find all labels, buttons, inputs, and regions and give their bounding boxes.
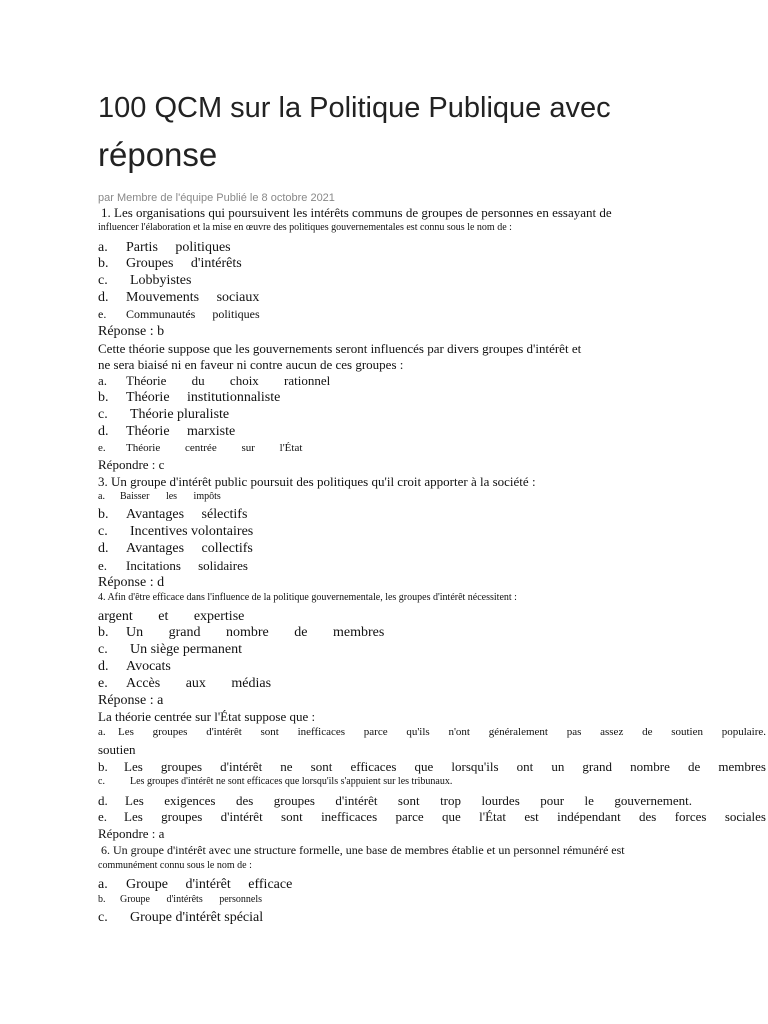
page-title-continued: réponse	[98, 136, 218, 173]
option-letter: c.	[98, 407, 108, 422]
q2-option-d	[98, 424, 235, 440]
option-letter: c.	[98, 524, 108, 539]
option-letter: b.	[98, 390, 109, 405]
option-letter: a.	[98, 373, 108, 388]
page-title: 100 QCM sur la Politique Publique avec	[98, 92, 611, 124]
q1-option-e	[98, 307, 260, 322]
option-text: Un grand nombre de membres	[126, 625, 385, 640]
option-letter: e.	[98, 558, 108, 573]
option-letter: a.	[98, 877, 108, 892]
option-text: Théorie institutionnaliste	[126, 390, 281, 405]
option-text: Les groupes d'intérêt sont inefficaces parce que l'État est indépendant des forces sociales	[124, 809, 766, 824]
q2-answer: Répondre : c	[98, 457, 165, 472]
option-text: Les groupes d'intérêt sont inefficaces parce qu'ils n'ont généralement pas assez de soutien populaire.	[118, 726, 766, 738]
q5-option-a	[98, 726, 766, 738]
option-letter: e.	[98, 307, 107, 321]
option-text: Les groupes d'intérêt ne sont efficaces que lorsqu'ils s'appuient sur les tribunaux.	[130, 776, 453, 787]
q3-option-c	[98, 524, 253, 540]
question-1-text-cont: influencer l'élaboration et la mise en œuvre des politiques gouvernementales est connu sous le nom de :	[98, 222, 512, 233]
question-1-text: 1. Les organisations qui poursuivent les intérêts communs de groupes de personnes en essayant de	[101, 205, 612, 220]
option-text: Les groupes d'intérêt ne sont efficaces que lorsqu'ils ont un grand nombre de membres	[124, 759, 766, 774]
q5-answer: Répondre : a	[98, 826, 165, 841]
option-letter: b.	[98, 625, 109, 640]
q2-option-b	[98, 390, 280, 406]
q4-answer: Réponse : a	[98, 693, 164, 708]
option-text: Théorie centrée sur l'État	[126, 442, 303, 454]
option-letter: c.	[98, 273, 108, 288]
question-2-text: Cette théorie suppose que les gouvernements seront influencés par divers groupes d'intérêt et	[98, 341, 582, 356]
q3-option-e	[98, 558, 248, 574]
q3-option-b	[98, 507, 247, 523]
q1-option-c	[98, 273, 191, 289]
option-text: Avantages sélectifs	[126, 507, 248, 522]
option-letter: a.	[98, 240, 108, 255]
q1-option-d	[98, 290, 259, 306]
option-text: Accès aux médias	[126, 676, 272, 691]
q6-option-a	[98, 877, 292, 893]
option-letter: d.	[98, 424, 109, 439]
q2-option-c	[98, 407, 229, 423]
option-letter: c.	[98, 910, 108, 925]
question-5-text: La théorie centrée sur l'État suppose que :	[98, 709, 316, 724]
q5-option-e	[98, 809, 766, 825]
option-text: Incitations solidaires	[126, 558, 248, 573]
q5-option-b	[98, 759, 766, 775]
q5-option-d	[98, 793, 692, 809]
q1-answer: Réponse : b	[98, 324, 165, 339]
q6-option-b	[98, 894, 262, 905]
option-letter: d.	[98, 793, 108, 808]
option-text: Groupes d'intérêts	[126, 256, 242, 271]
option-letter: c.	[98, 642, 108, 657]
option-text: Mouvements sociaux	[126, 290, 260, 305]
option-letter: b.	[98, 894, 106, 905]
q3-option-a	[98, 491, 221, 502]
q5-option-c	[98, 776, 452, 787]
option-text: Théorie du choix rationnel	[126, 373, 331, 388]
q4-option-b	[98, 625, 384, 641]
option-letter: a.	[98, 491, 105, 502]
q3-answer: Réponse : d	[98, 575, 165, 590]
option-letter: a.	[98, 726, 106, 738]
q6-option-c	[98, 910, 263, 926]
option-text: Groupe d'intérêt spécial	[130, 910, 264, 925]
option-letter: b.	[98, 759, 108, 774]
q4-option-d	[98, 659, 171, 675]
q4-option-a: argent et expertise	[98, 609, 245, 624]
option-letter: e.	[98, 809, 108, 824]
option-text: Un siège permanent	[130, 642, 242, 657]
option-text: Théorie marxiste	[126, 424, 236, 439]
option-letter: e.	[98, 442, 106, 454]
question-6-text-cont: communément connu sous le nom de :	[98, 860, 252, 871]
option-letter: d.	[98, 541, 109, 556]
option-text: Groupe d'intérêt efficace	[126, 877, 293, 892]
question-3-text: 3. Un groupe d'intérêt public poursuit des politiques qu'il croit apporter à la société :	[98, 474, 536, 489]
option-letter: c.	[98, 776, 105, 787]
option-text: Théorie pluraliste	[130, 407, 230, 422]
option-text: Avantages collectifs	[126, 541, 253, 556]
option-text: Communautés politiques	[126, 307, 260, 321]
option-text: Groupe d'intérêts personnels	[120, 894, 262, 905]
option-letter: b.	[98, 507, 109, 522]
q1-option-a	[98, 240, 231, 256]
q2-option-e	[98, 442, 302, 454]
option-letter: d.	[98, 659, 109, 674]
q3-option-d	[98, 541, 253, 557]
option-text: Lobbyistes	[130, 273, 192, 288]
q4-option-e	[98, 676, 271, 692]
question-2-text-cont: ne sera biaisé ni en faveur ni contre aucun de ces groupes :	[98, 357, 404, 372]
q2-option-a	[98, 373, 330, 389]
option-text: Les exigences des groupes d'intérêt sont trop lourdes pour le gouvernement.	[125, 793, 692, 808]
option-text: Baisser les impôts	[120, 491, 221, 502]
option-letter: b.	[98, 256, 109, 271]
option-text: Avocats	[126, 659, 171, 674]
article-meta: par Membre de l'équipe Publié le 8 octobre 2021	[98, 192, 335, 204]
option-text: Partis politiques	[126, 240, 231, 255]
q4-option-c	[98, 642, 242, 658]
q5-option-a-cont: soutien	[98, 742, 136, 757]
question-6-text: 6. Un groupe d'intérêt avec une structure formelle, une base de membres établie et un personnel rémunéré est	[101, 843, 625, 857]
option-letter: e.	[98, 676, 108, 691]
option-text: Incentives volontaires	[130, 524, 254, 539]
option-letter: d.	[98, 290, 109, 305]
question-4-text: 4. Afin d'être efficace dans l'influence de la politique gouvernementale, les groupes d'intérêt nécessitent :	[98, 592, 517, 603]
q1-option-b	[98, 256, 242, 272]
